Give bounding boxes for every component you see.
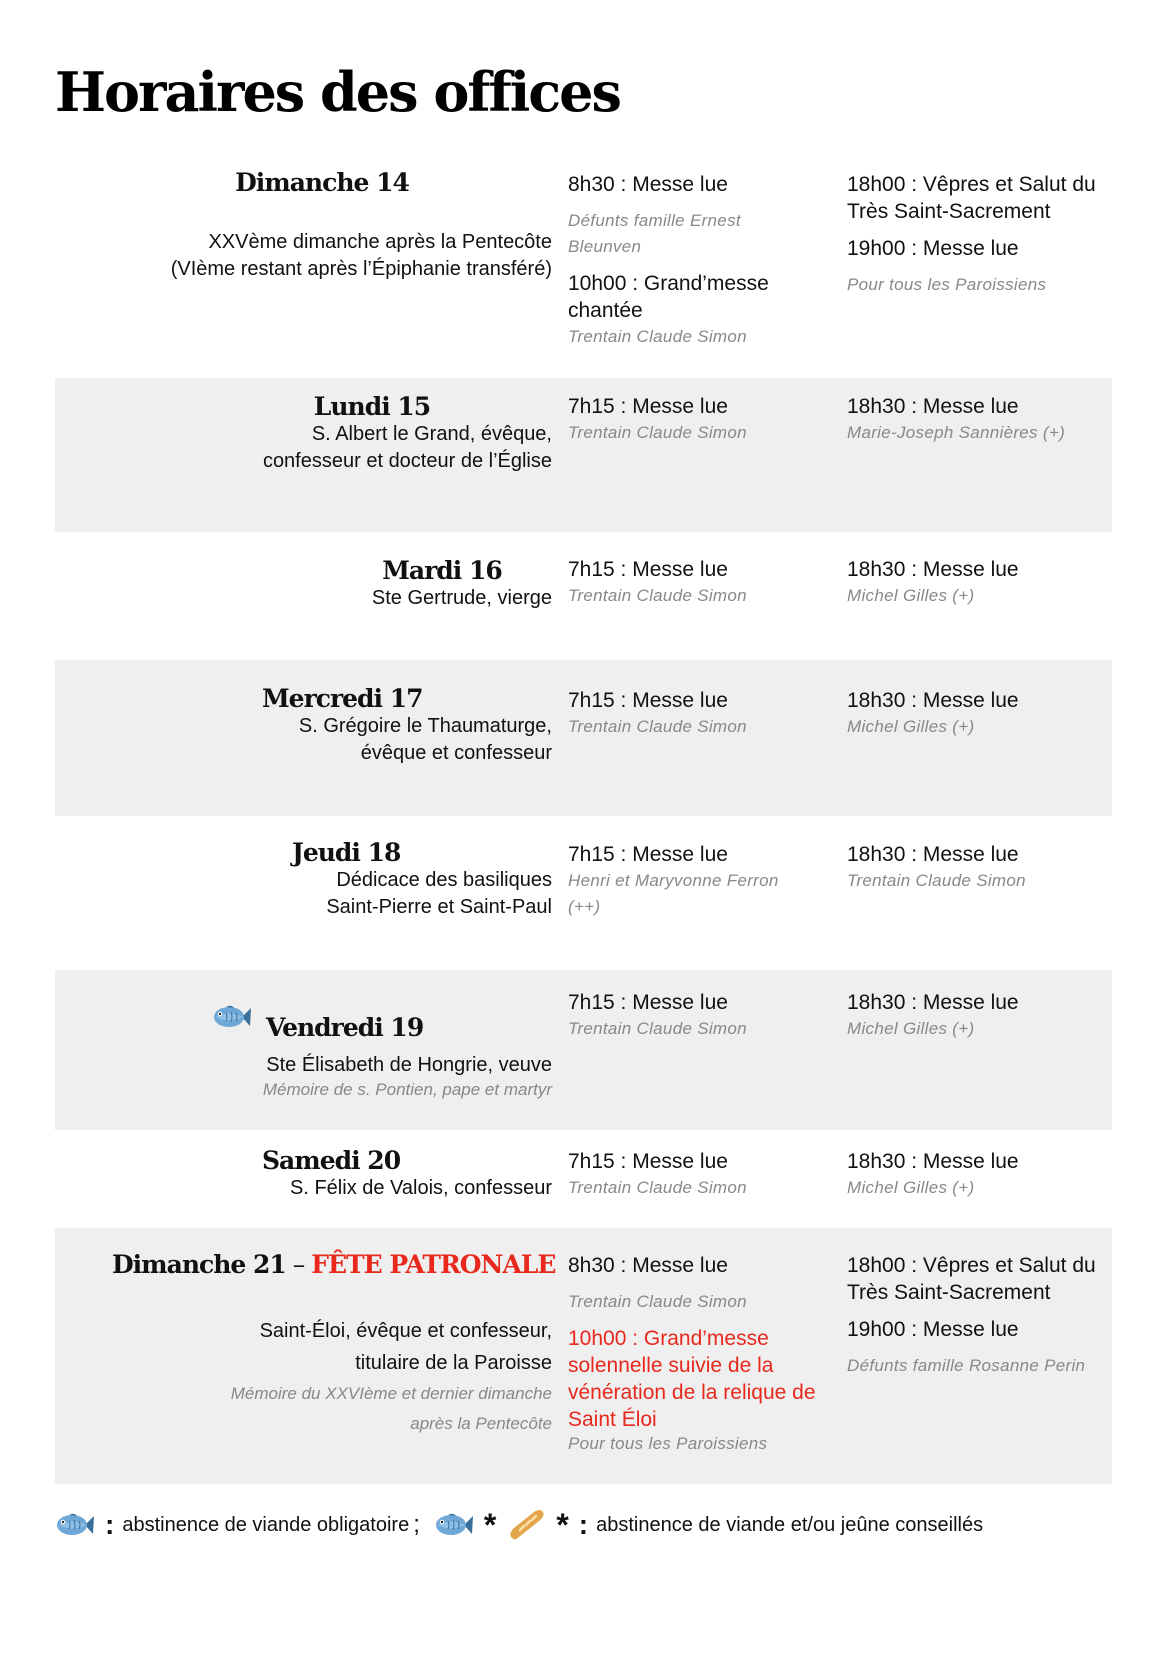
- mass-time: 10h00 : Grand’messe chantée: [568, 272, 769, 322]
- day-subtitle: S. Albert le Grand, évêque,: [311, 423, 552, 445]
- mass-time: 18h00 : Vêpres et Salut du Très Saint-Sacrement: [847, 1254, 1096, 1304]
- mass-time: 10h00 : Grand’messe solennelle suivie de la vénération de la relique de Saint Éloi: [568, 1327, 816, 1431]
- morning-column: [568, 171, 828, 350]
- mass-intention: Trentain Claude Simon: [568, 1292, 747, 1311]
- mass-intention: Michel Gilles (+): [847, 717, 975, 736]
- evening-column: [847, 171, 1107, 298]
- day-heading: Samedi 20: [262, 1146, 401, 1175]
- day-subtitle: Saint-Pierre et Saint-Paul: [326, 896, 552, 918]
- morning-column: [568, 393, 828, 446]
- heading-separator: –: [285, 1250, 312, 1279]
- mass-time: 18h30 : Messe lue: [847, 558, 1019, 581]
- mass-intention: Trentain Claude Simon: [568, 586, 747, 605]
- mass-intention: Pour tous les Paroissiens: [568, 1434, 768, 1453]
- day-note: Mémoire du XXVIème et dernier dimanche: [230, 1384, 552, 1403]
- day-info: [332, 556, 552, 612]
- day-subtitle: XXVème dimanche après la Pentecôte: [208, 231, 552, 253]
- mass-intention: Trentain Claude Simon: [568, 717, 747, 736]
- day-subtitle: Ste Gertrude, vierge: [371, 587, 552, 609]
- legend-text: abstinence de viande: [122, 1513, 317, 1536]
- legend: [55, 1508, 1112, 1542]
- mass-intention: Trentain Claude Simon: [568, 423, 747, 442]
- star-symbol: *: [556, 1507, 569, 1543]
- mass-time: 19h00 : Messe lue: [847, 237, 1019, 260]
- legend-text-obligatory: [122, 1514, 409, 1537]
- day-row-dimanche-21: [55, 1228, 1112, 1484]
- mass-intention: Pour tous les Paroissiens: [847, 275, 1047, 294]
- mass-intention: Défunts famille Rosanne Perin: [847, 1356, 1086, 1375]
- day-note: Mémoire de s. Pontien, pape et martyr: [262, 1080, 552, 1099]
- legend-colon: :: [578, 1509, 589, 1540]
- day-info: [262, 1146, 552, 1202]
- mass-intention: Trentain Claude Simon: [568, 327, 747, 346]
- mass-time: 18h30 : Messe lue: [847, 843, 1019, 866]
- legend-text-advised: [596, 1514, 983, 1537]
- mass-intention: Trentain Claude Simon: [847, 871, 1026, 890]
- evening-column: [847, 393, 1107, 446]
- mass-intention: Michel Gilles (+): [847, 586, 975, 605]
- morning-column: [568, 556, 828, 609]
- day-subtitle: évêque et confesseur: [360, 742, 552, 764]
- day-row-mercredi-17: [55, 660, 1112, 816]
- feast-label: FÊTE PATRONALE: [311, 1250, 556, 1279]
- evening-column: [847, 989, 1107, 1042]
- day-info: [112, 1250, 556, 1439]
- evening-column: [847, 1148, 1107, 1201]
- day-heading: Mercredi 17: [262, 684, 423, 713]
- day-heading: Dimanche 14: [235, 168, 409, 197]
- mass-intention: Trentain Claude Simon: [568, 1178, 747, 1197]
- mass-time: 7h15 : Messe lue: [568, 558, 728, 581]
- day-subtitle: Ste Élisabeth de Hongrie, veuve: [266, 1054, 552, 1076]
- day-row-dimanche-14: [55, 158, 1112, 358]
- day-info: [292, 838, 552, 921]
- day-subtitle: S. Grégoire le Thaumaturge,: [298, 715, 552, 737]
- day-info: [212, 1004, 552, 1101]
- day-heading-group: [112, 1250, 556, 1279]
- mass-time: 18h30 : Messe lue: [847, 991, 1019, 1014]
- day-heading: Mardi 16: [382, 556, 502, 585]
- mass-intention: Trentain Claude Simon: [568, 1019, 747, 1038]
- day-info: [92, 168, 552, 283]
- star-symbol: *: [483, 1507, 497, 1543]
- mass-time: 19h00 : Messe lue: [847, 1318, 1019, 1341]
- mass-time: 7h15 : Messe lue: [568, 991, 728, 1014]
- day-heading: Dimanche 21: [112, 1250, 286, 1279]
- mass-time: 7h15 : Messe lue: [568, 1150, 728, 1173]
- day-subtitle: Saint-Éloi, évêque et confesseur,: [259, 1320, 552, 1342]
- day-heading: Vendredi 19: [266, 1013, 424, 1042]
- evening-column: [847, 556, 1107, 609]
- mass-time: 18h00 : Vêpres et Salut du Très Saint-Sacrement: [847, 173, 1096, 223]
- mass-time: 7h15 : Messe lue: [568, 395, 728, 418]
- day-row-lundi-15: [55, 378, 1112, 532]
- day-subtitle: S. Félix de Valois, confesseur: [290, 1177, 552, 1199]
- legend-emphasis: obligatoire: [316, 1513, 410, 1536]
- mass-intention: Défunts famille Ernest Bleunven: [568, 211, 741, 256]
- day-row-samedi-20: [55, 1130, 1112, 1228]
- day-row-vendredi-19: [55, 970, 1112, 1130]
- day-subtitle: (VIème restant après l’Épiphanie transféré): [170, 258, 552, 280]
- day-row-jeudi-18: [55, 816, 1112, 970]
- morning-column: [568, 989, 828, 1042]
- fish-icon: [434, 1512, 474, 1538]
- mass-intention: Henri et Maryvonne Ferron (++): [568, 871, 779, 916]
- evening-column: [847, 841, 1107, 894]
- legend-separator: ;: [413, 1511, 420, 1538]
- legend-colon: :: [105, 1509, 115, 1540]
- day-info: [262, 684, 552, 767]
- mass-intention: Marie-Joseph Sannières (+): [847, 423, 1066, 442]
- legend-text: abstinence de viande et/ou jeûne: [596, 1513, 896, 1536]
- mass-time: 18h30 : Messe lue: [847, 395, 1019, 418]
- page-title: Horaires des offices: [55, 60, 620, 124]
- mass-time: 7h15 : Messe lue: [568, 689, 728, 712]
- morning-column: [568, 1148, 828, 1201]
- morning-column: [568, 1252, 828, 1455]
- legend-emphasis: conseillés: [895, 1513, 984, 1536]
- morning-column: [568, 687, 828, 740]
- day-heading-group: [212, 1004, 552, 1042]
- day-subtitle: Dédicace des basiliques: [336, 869, 552, 891]
- day-heading: Lundi 15: [313, 392, 431, 421]
- mass-time: 18h30 : Messe lue: [847, 1150, 1019, 1173]
- mass-intention: Michel Gilles (+): [847, 1178, 975, 1197]
- baguette-icon: [506, 1508, 546, 1542]
- mass-time: 7h15 : Messe lue: [568, 843, 728, 866]
- day-subtitle: confesseur et docteur de l’Église: [262, 450, 552, 472]
- fish-icon: [212, 1004, 252, 1030]
- day-note: après la Pentecôte: [410, 1414, 552, 1433]
- fish-icon: [55, 1512, 95, 1538]
- morning-column: [568, 841, 828, 920]
- evening-column: [847, 687, 1107, 740]
- evening-column: [847, 1252, 1107, 1379]
- day-info: [192, 392, 552, 475]
- day-subtitle: titulaire de la Paroisse: [355, 1352, 552, 1374]
- day-row-mardi-16: [55, 532, 1112, 660]
- mass-time: 8h30 : Messe lue: [568, 1254, 728, 1277]
- day-heading: Jeudi 18: [292, 838, 401, 867]
- mass-time: 8h30 : Messe lue: [568, 173, 728, 196]
- mass-intention: Michel Gilles (+): [847, 1019, 975, 1038]
- mass-time: 18h30 : Messe lue: [847, 689, 1019, 712]
